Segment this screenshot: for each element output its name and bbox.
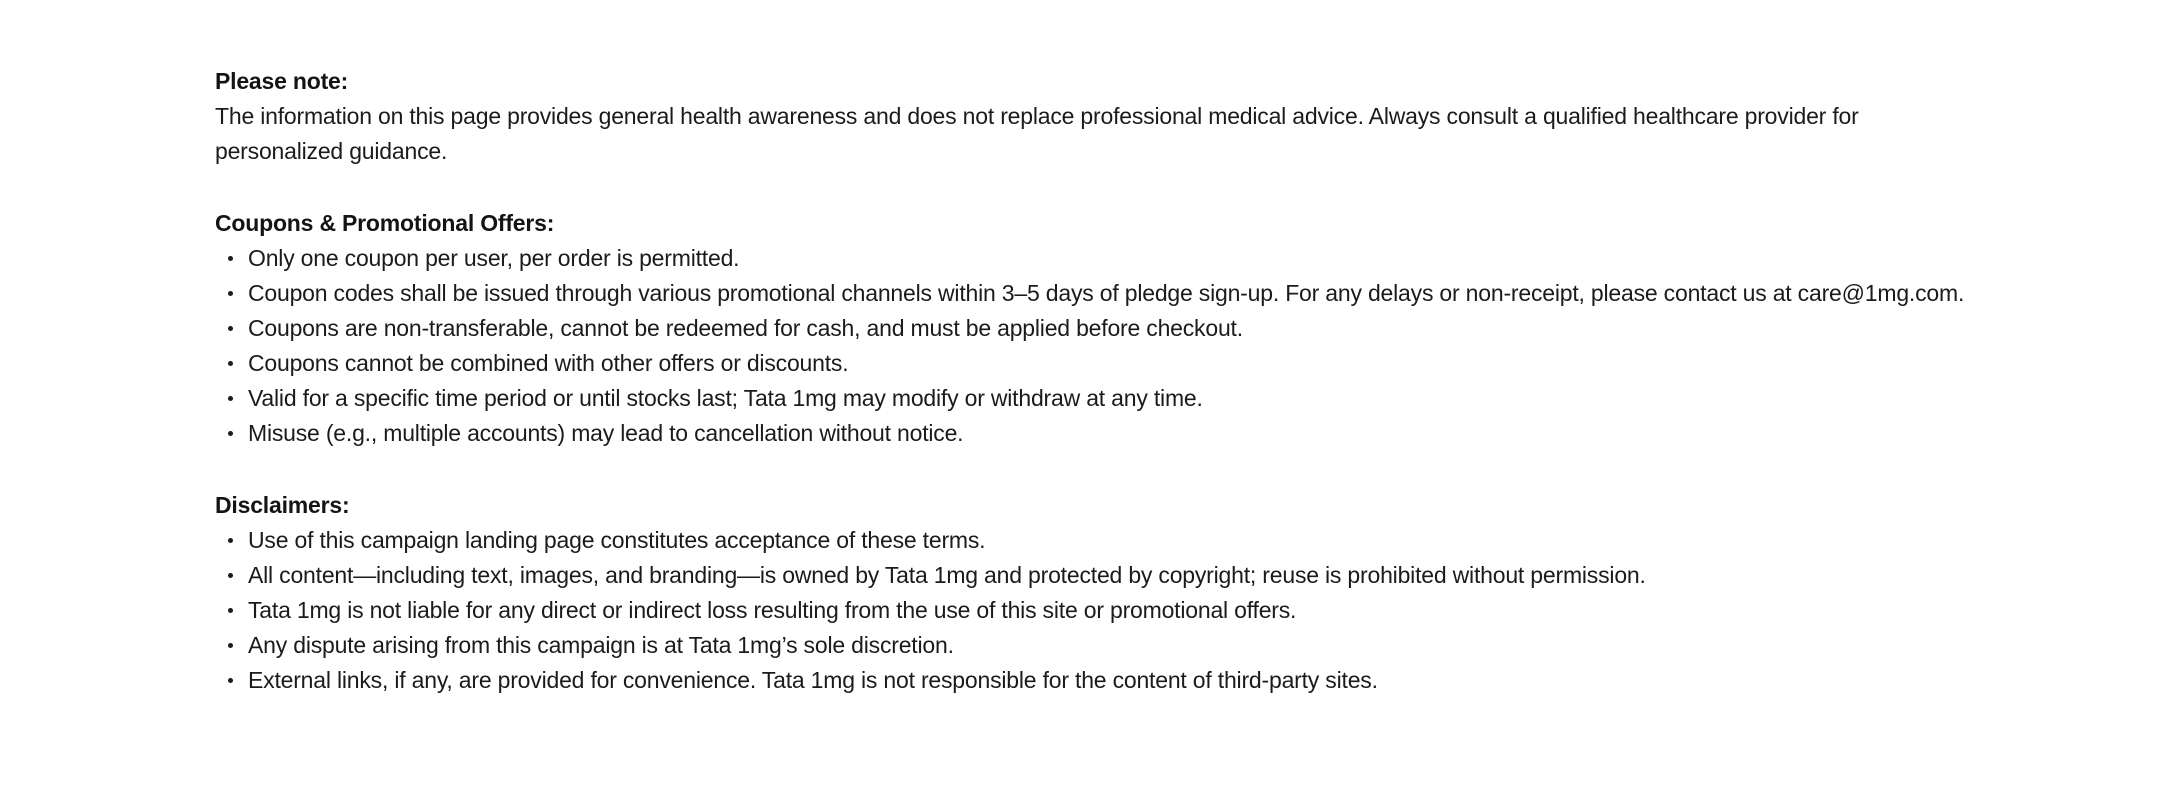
list-item: Coupons are non-transferable, cannot be redeemed for cash, and must be applied before checkout. — [215, 311, 1975, 346]
section-disclaimers — [215, 488, 1975, 698]
disclaimers-bullet-list — [215, 523, 1975, 698]
disclaimers-heading: Disclaimers: — [215, 492, 350, 518]
list-item: Tata 1mg is not liable for any direct or indirect loss resulting from the use of this site or promotional offers. — [215, 593, 1975, 628]
list-item: All content—including text, images, and branding—is owned by Tata 1mg and protected by copyright; reuse is prohibited without permission. — [215, 558, 1975, 593]
list-item: Valid for a specific time period or until stocks last; Tata 1mg may modify or withdraw at any time. — [215, 381, 1975, 416]
section-coupons-promotional-offers — [215, 206, 1975, 451]
please-note-heading: Please note: — [215, 68, 349, 94]
list-item: Coupon codes shall be issued through various promotional channels within 3–5 days of pledge sign-up. For any delays or non-receipt, please contact us at care@1mg.com. — [215, 276, 1975, 311]
list-item: Coupons cannot be combined with other offers or discounts. — [215, 346, 1975, 381]
list-item: Only one coupon per user, per order is permitted. — [215, 241, 1975, 276]
coupons-offers-heading: Coupons & Promotional Offers: — [215, 210, 555, 236]
list-item: Misuse (e.g., multiple accounts) may lead to cancellation without notice. — [215, 416, 1975, 451]
list-item: External links, if any, are provided for convenience. Tata 1mg is not responsible for the content of third-party sites. — [215, 663, 1975, 698]
terms-content — [215, 64, 1975, 698]
section-please-note — [215, 64, 1975, 169]
health-disclaimer-paragraph: The information on this page provides general health awareness and does not replace professional medical advice. Always consult a qualified healthcare provider for personalized guidance. — [215, 103, 1859, 164]
coupons-bullet-list — [215, 241, 1975, 451]
list-item: Use of this campaign landing page constitutes acceptance of these terms. — [215, 523, 1975, 558]
list-item: Any dispute arising from this campaign is at Tata 1mg’s sole discretion. — [215, 628, 1975, 663]
